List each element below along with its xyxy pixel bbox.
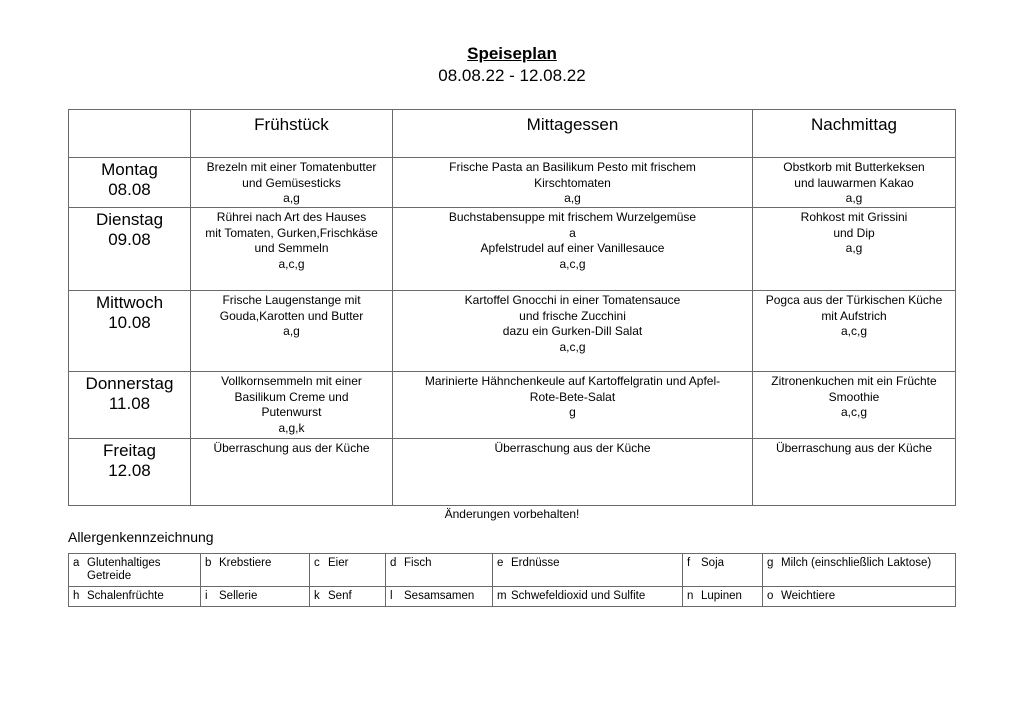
lunch-line: a <box>569 225 576 240</box>
meal-plan-table <box>68 109 956 506</box>
allergen-name: Lupinen <box>701 590 742 602</box>
allergen-cell <box>201 587 310 607</box>
lunch-cell <box>393 439 753 506</box>
day-cell <box>69 291 191 372</box>
afternoon-line: a,c,g <box>840 324 867 338</box>
afternoon-line: a,g <box>845 191 863 205</box>
day-date: 11.08 <box>108 394 151 413</box>
breakfast-cell <box>191 291 393 372</box>
page-title: Speiseplan <box>467 44 557 63</box>
breakfast-line: und Gemüsesticks <box>242 175 341 190</box>
allergen-code: k <box>314 590 320 602</box>
day-row <box>69 158 956 208</box>
afternoon-line: a,c,g <box>840 405 867 419</box>
allergen-name: Sellerie <box>219 590 258 602</box>
afternoon-line: und Dip <box>833 225 875 240</box>
allergen-name: Glutenhaltiges Getreide <box>87 557 161 582</box>
column-header-afternoon: Nachmittag <box>753 110 956 158</box>
allergen-name: Senf <box>328 590 352 602</box>
changes-note: Änderungen vorbehalten! <box>444 507 580 521</box>
breakfast-line: a,g <box>283 324 300 338</box>
allergen-heading: Allergenkennzeichnung <box>68 529 214 545</box>
afternoon-line: und lauwarmen Kakao <box>794 175 914 190</box>
allergen-name: Sesamsamen <box>404 590 475 602</box>
day-name: Freitag <box>103 441 156 460</box>
allergen-row <box>69 587 956 607</box>
lunch-line: g <box>569 405 576 419</box>
allergen-name: Eier <box>328 557 349 569</box>
day-row <box>69 208 956 291</box>
breakfast-line: Frische Laugenstange mit <box>222 293 361 307</box>
lunch-line: Rote-Bete-Salat <box>529 389 616 404</box>
day-cell <box>69 208 191 291</box>
breakfast-line: Gouda,Karotten und Butter <box>219 308 364 323</box>
breakfast-cell <box>191 208 393 291</box>
allergen-code: f <box>687 557 691 569</box>
allergen-name: Krebstiere <box>219 557 272 569</box>
allergen-cell <box>683 587 763 607</box>
afternoon-line: Überraschung aus der Küche <box>775 441 933 455</box>
afternoon-cell <box>753 291 956 372</box>
allergen-name: Fisch <box>404 557 432 569</box>
allergen-cell <box>69 587 201 607</box>
allergen-cell <box>69 554 201 587</box>
allergen-cell <box>386 554 493 587</box>
lunch-cell <box>393 291 753 372</box>
allergen-name: Soja <box>701 557 725 569</box>
allergen-cell <box>310 587 386 607</box>
lunch-line: Buchstabensuppe mit frischem Wurzelgemüse <box>448 210 697 224</box>
lunch-line: a,c,g <box>559 256 586 271</box>
afternoon-line: mit Aufstrich <box>821 308 887 323</box>
day-cell <box>69 158 191 208</box>
breakfast-line: Brezeln mit einer Tomatenbutter <box>206 160 377 174</box>
lunch-cell <box>393 372 753 439</box>
allergen-cell <box>763 587 956 607</box>
afternoon-line: Zitronenkuchen mit ein Früchte <box>771 374 937 388</box>
breakfast-line: a,g,k <box>278 420 305 435</box>
corner-cell <box>69 110 191 158</box>
breakfast-line: Überraschung aus der Küche <box>213 441 370 455</box>
allergen-code: e <box>497 557 504 569</box>
breakfast-line: Rührei nach Art des Hauses <box>216 210 367 224</box>
lunch-line: dazu ein Gurken-Dill Salat <box>502 324 643 338</box>
day-cell <box>69 372 191 439</box>
day-date: 10.08 <box>108 313 151 332</box>
afternoon-line: Pogca aus der Türkischen Küche <box>765 293 943 307</box>
afternoon-line: Obstkorb mit Butterkeksen <box>783 160 925 174</box>
day-row <box>69 291 956 372</box>
allergen-name: Schalenfrüchte <box>87 590 164 602</box>
allergen-code: n <box>687 590 694 602</box>
lunch-line: Kartoffel Gnocchi in einer Tomatensauce <box>464 293 681 307</box>
column-header-lunch: Mittagessen <box>393 110 753 158</box>
allergen-name: Erdnüsse <box>511 557 560 569</box>
afternoon-line: Smoothie <box>828 389 880 404</box>
day-row <box>69 439 956 506</box>
day-date: 12.08 <box>108 461 151 480</box>
afternoon-cell <box>753 158 956 208</box>
lunch-cell <box>393 208 753 291</box>
breakfast-line: Vollkornsemmeln mit einer <box>221 374 362 388</box>
lunch-line: und frische Zucchini <box>519 308 626 323</box>
allergen-name: Schwefeldioxid und Sulfite <box>511 590 646 602</box>
lunch-line: a,g <box>564 191 581 205</box>
breakfast-cell <box>191 158 393 208</box>
breakfast-cell <box>191 439 393 506</box>
day-row <box>69 372 956 439</box>
afternoon-cell <box>753 208 956 291</box>
lunch-line: Frische Pasta an Basilikum Pesto mit frischem <box>449 160 696 174</box>
allergen-cell <box>201 554 310 587</box>
allergen-row <box>69 554 956 587</box>
allergen-code: d <box>390 557 397 569</box>
breakfast-cell <box>191 372 393 439</box>
allergen-cell <box>763 554 956 587</box>
breakfast-line: Putenwurst <box>261 405 322 419</box>
afternoon-line: a,g <box>845 241 863 255</box>
allergen-table <box>68 553 956 607</box>
allergen-cell <box>683 554 763 587</box>
allergen-code: i <box>205 590 208 602</box>
lunch-line: Kirschtomaten <box>534 175 611 190</box>
lunch-line: Überraschung aus der Küche <box>494 441 651 455</box>
afternoon-cell <box>753 372 956 439</box>
allergen-code: g <box>767 557 774 569</box>
allergen-code: c <box>314 557 320 569</box>
day-name: Montag <box>101 160 158 179</box>
header-row <box>69 110 956 158</box>
lunch-line: a,c,g <box>559 339 586 354</box>
lunch-cell <box>393 158 753 208</box>
allergen-cell <box>493 554 683 587</box>
allergen-name: Milch (einschließlich Laktose) <box>781 557 932 569</box>
allergen-code: h <box>73 590 80 602</box>
afternoon-line: Rohkost mit Grissini <box>800 210 908 224</box>
breakfast-line: a,c,g <box>278 256 305 271</box>
day-name: Mittwoch <box>95 293 164 312</box>
day-name: Dienstag <box>95 210 164 229</box>
allergen-code: b <box>205 557 212 569</box>
allergen-code: l <box>390 590 393 602</box>
breakfast-line: Basilikum Creme und <box>234 389 349 404</box>
lunch-line: Apfelstrudel auf einer Vanillesauce <box>480 241 665 255</box>
allergen-code: m <box>497 590 507 602</box>
allergen-code: o <box>767 590 774 602</box>
allergen-name: Weichtiere <box>781 590 836 602</box>
date-range: 08.08.22 - 12.08.22 <box>438 66 586 85</box>
breakfast-line: und Semmeln <box>254 241 329 255</box>
day-date: 08.08 <box>108 180 151 199</box>
lunch-line: Marinierte Hähnchenkeule auf Kartoffelgratin und Apfel- <box>424 374 721 388</box>
day-date: 09.08 <box>108 230 151 249</box>
allergen-code: a <box>73 557 80 569</box>
column-header-breakfast: Frühstück <box>191 110 393 158</box>
allergen-cell <box>386 587 493 607</box>
allergen-cell <box>310 554 386 587</box>
allergen-cell <box>493 587 683 607</box>
breakfast-line: mit Tomaten, Gurken,Frischkäse <box>205 225 378 240</box>
afternoon-cell <box>753 439 956 506</box>
day-cell <box>69 439 191 506</box>
day-name: Donnerstag <box>85 374 174 393</box>
breakfast-line: a,g <box>283 191 300 205</box>
